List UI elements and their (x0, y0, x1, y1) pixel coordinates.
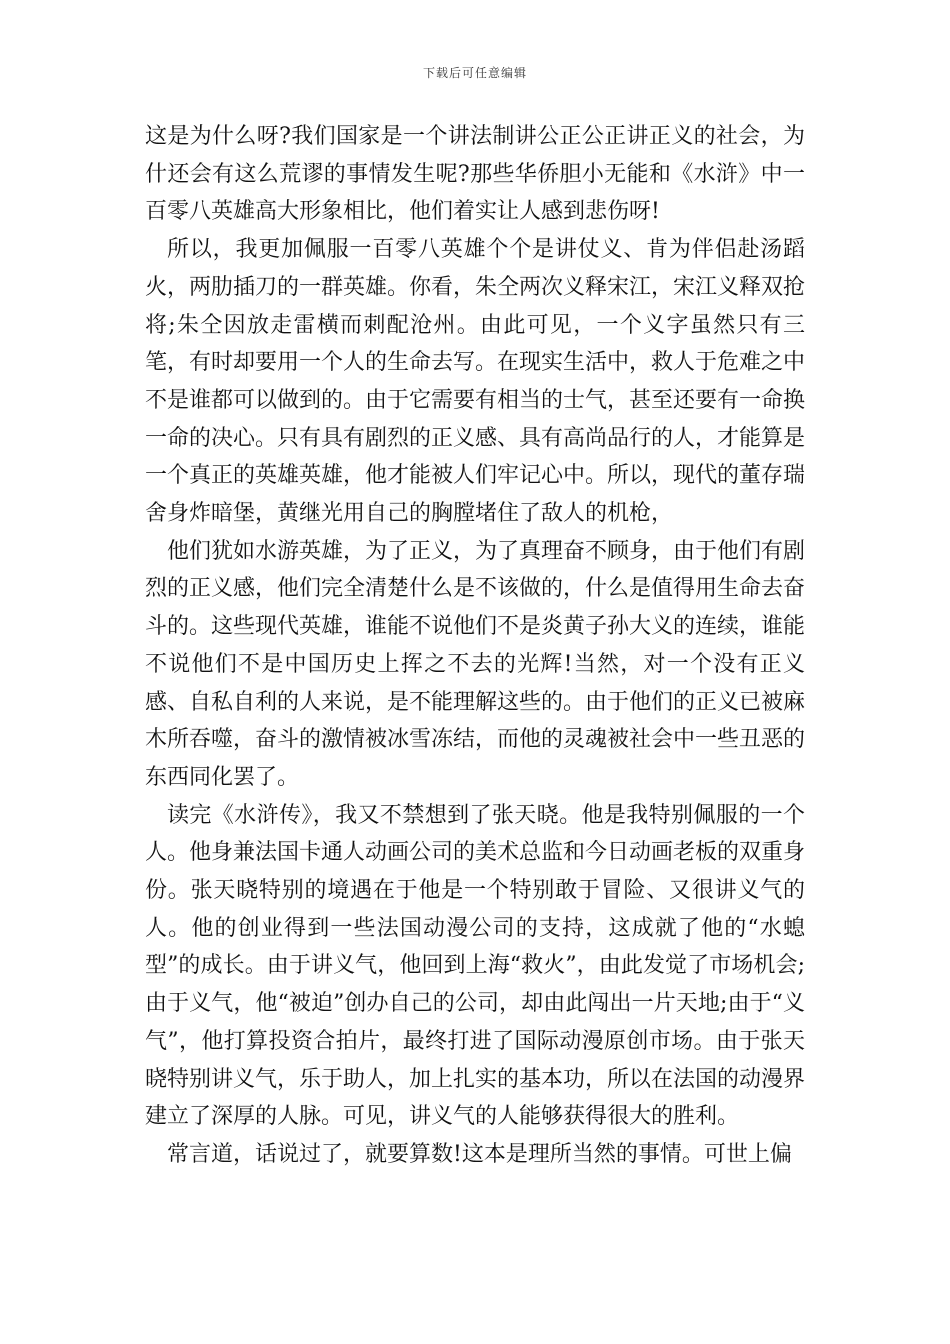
paragraph-4: 读完《水浒传》，我又不禁想到了张天晓。他是我特别佩服的一个人。他身兼法国卡通人动画公司的美术总监和今日动画老板的双重身份。张天晓特别的境遇在于他是一个特别敢于冒险、又很讲义气的人。他的创业得到一些法国动漫公司的支持，这成就了他的“水螅型”的成长。由于讲义气，他回到上海“救火”，由此发觉了市场机会;由于义气，他“被迫”创办自己的公司，却由此闯出一片天地;由于“义气”，他打算投资合拍片，最终打进了国际动漫原创市场。由于张天晓特别讲义气，乐于助人，加上扎实的基本功，所以在法国的动漫界建立了深厚的人脉。可见，讲义气的人能够获得很大的胜利。 (145, 802, 806, 1130)
paragraph-3: 他们犹如水游英雄，为了正义，为了真理奋不顾身，由于他们有剧烈的正义感，他们完全清楚什么是不该做的，什么是值得用生命去奋斗的。这些现代英雄，谁能不说他们不是炎黄子孙大义的连续，谁能不说他们不是中国历史上挥之不去的光辉!当然，对一个没有正义感、自私自利的人来说，是不能理解这些的。由于他们的正义已被麻木所吞噬，奋斗的激情被冰雪冻结，而他的灵魂被社会中一些丑恶的东西同化罢了。 (145, 538, 806, 790)
page-header-note: 下载后可任意编辑 (422, 66, 527, 80)
paragraph-2: 所以，我更加佩服一百零八英雄个个是讲仗义、肯为伴侣赴汤蹈火，两肋插刀的一群英雄。你看，朱仝两次义释宋江，宋江义释双抢将;朱仝因放走雷横而刺配沧州。由此可见，一个义字虽然只有三笔，有时却要用一个人的生命去写。在现实生活中，救人于危难之中不是谁都可以做到的。由于它需要有相当的士气，甚至还要有一命换一命的决心。只有具有剧烈的正义感、具有高尚品行的人，才能算是一个真正的英雄英雄，他才能被人们牢记心中。所以，现代的董存瑞舍身炸暗堡，黄继光用自己的胸膛堵住了敌人的机枪， (145, 237, 806, 527)
document-body (145, 118, 805, 1174)
paragraph-5: 常言道，话说过了，就要算数!这本是理所当然的事情。可世上偏 (167, 1141, 792, 1167)
paragraph-1: 这是为什么呀?我们国家是一个讲法制讲公正公正讲正义的社会，为什还会有这么荒谬的事情发生呢?那些华侨胆小无能和《水浒》中一百零八英雄高大形象相比，他们着实让人感到悲伤呀! (145, 124, 805, 225)
